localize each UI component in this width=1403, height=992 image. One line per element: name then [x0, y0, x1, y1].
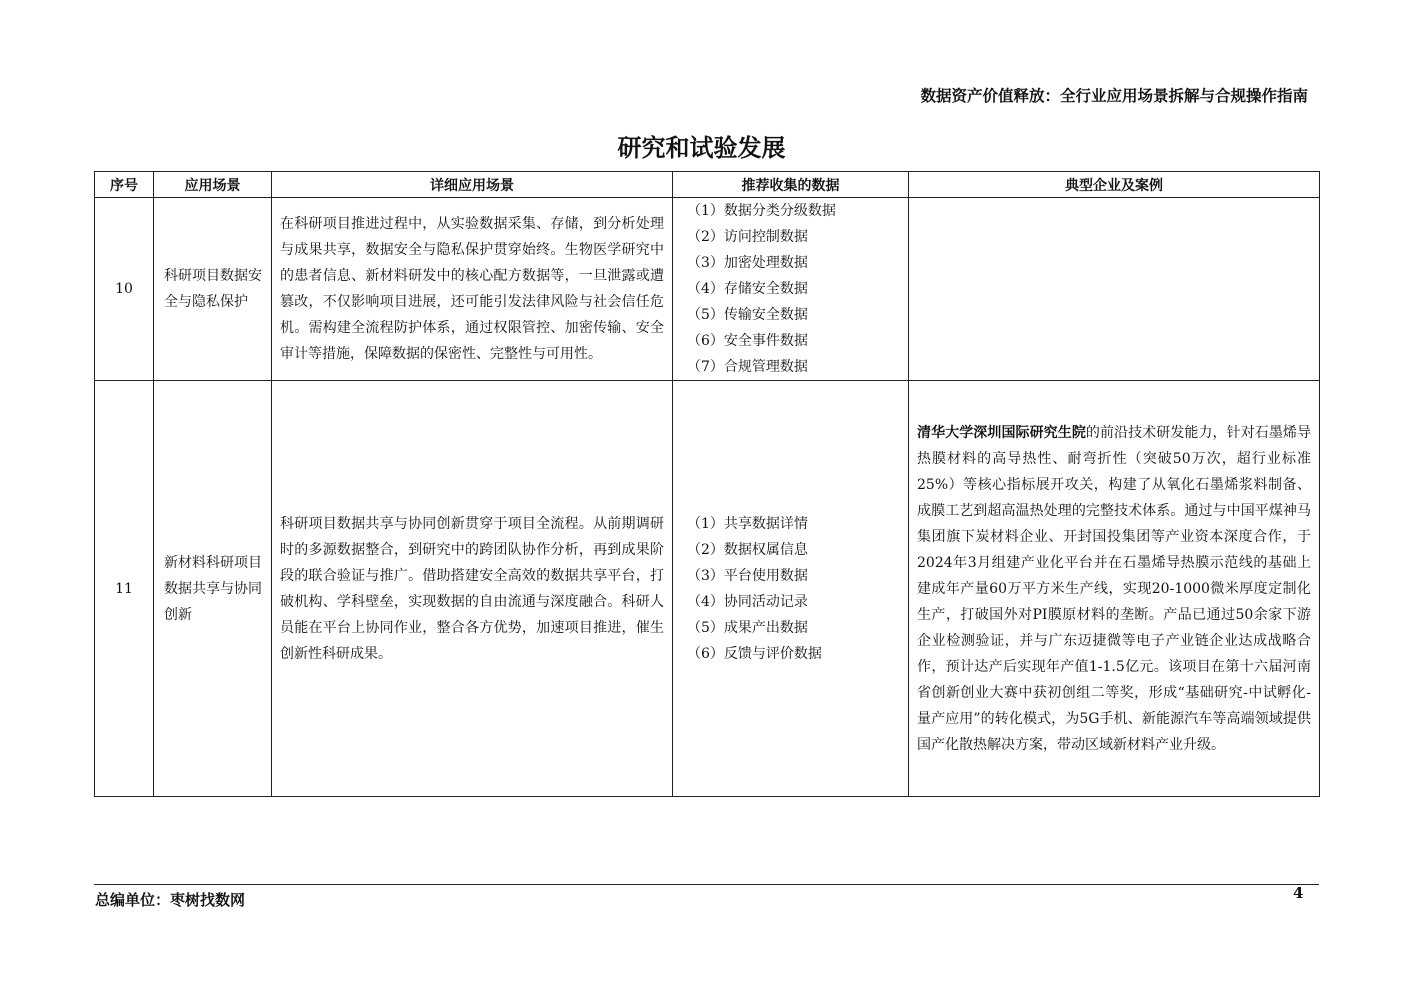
cell-seq: 11 [95, 381, 154, 797]
cell-case [909, 198, 1320, 381]
list-item: （6）反馈与评价数据 [687, 645, 822, 662]
footer-editor: 总编单位：枣树找数网 [95, 891, 246, 909]
list-item: （5）成果产出数据 [687, 619, 808, 636]
cell-data-list [673, 381, 909, 797]
page-number: 4 [1293, 884, 1304, 902]
col-header-seq: 序号 [95, 172, 154, 198]
list-item: （5）传输安全数据 [687, 307, 808, 323]
list-item: （1）数据分类分级数据 [687, 203, 836, 219]
col-header-detail: 详细应用场景 [272, 172, 673, 198]
list-item: （2）数据权属信息 [687, 541, 808, 558]
col-header-scene: 应用场景 [154, 172, 272, 198]
table-row [95, 381, 1320, 797]
list-item: （4）存储安全数据 [687, 281, 808, 297]
cell-seq: 10 [95, 198, 154, 381]
col-header-case: 典型企业及案例 [909, 172, 1320, 198]
table-row [95, 198, 1320, 381]
cell-scene: 新材料科研项目数据共享与协同创新 [154, 381, 272, 797]
section-title: 研究和试验发展 [617, 134, 786, 162]
cell-detail: 科研项目数据共享与协同创新贯穿于项目全流程。从前期调研时的多源数据整合，到研究中的跨团队协作分析，再到成果阶段的联合验证与推广。借助搭建安全高效的数据共享平台，打破机构、学科壁垒，实现数据的自由流通与深度融合。科研人员能在平台上协同作业，整合各方优势，加速项目推进，催生创新性科研成果。 [272, 381, 673, 797]
scenario-table [94, 171, 1320, 797]
list-item: （3）加密处理数据 [687, 255, 808, 271]
list-item: （6）安全事件数据 [687, 333, 808, 349]
table-header-row [95, 172, 1320, 198]
cell-case [909, 381, 1320, 797]
list-item: （7）合规管理数据 [687, 359, 808, 375]
footer-divider [94, 884, 1319, 885]
cell-scene: 科研项目数据安全与隐私保护 [154, 198, 272, 381]
case-description: 的前沿技术研发能力，针对石墨烯导热膜材料的高导热性、耐弯折性（突破50万次，超行业标准25%）等核心指标展开攻关，构建了从氧化石墨烯浆料制备、成膜工艺到超高温热处理的完整技术体系。通过与中国平煤神马集团旗下炭材料企业、开封国投集团等产业资本深度合作，于2024年3月组建产业化平台并在石墨烯导热膜示范线的基础上建成年产量60万平方米生产线，实现20-1000微米厚度定制化生产，打破国外对PI膜原材料的垄断。产品已通过50余家下游企业检测验证，并与广东迈捷微等电子产业链企业达成战略合作，预计达产后实现年产值1-1.5亿元。该项目在第十六届河南省创新创业大赛中获初创组二等奖，形成“基础研究-中试孵化-量产应用”的转化模式，为5G手机、新能源汽车等高端领域提供国产化散热解决方案，带动区域新材料产业升级。 [917, 424, 1312, 753]
list-item: （1）共享数据详情 [687, 515, 808, 532]
col-header-data: 推荐收集的数据 [673, 172, 909, 198]
list-item: （2）访问控制数据 [687, 229, 808, 245]
cell-data-list [673, 198, 909, 381]
list-item: （3）平台使用数据 [687, 567, 808, 584]
case-organization: 清华大学深圳国际研究生院 [917, 424, 1086, 441]
document-header-title: 数据资产价值释放：全行业应用场景拆解与合规操作指南 [920, 87, 1308, 105]
cell-detail: 在科研项目推进过程中，从实验数据采集、存储，到分析处理与成果共享，数据安全与隐私保护贯穿始终。生物医学研究中的患者信息、新材料研发中的核心配方数据等，一旦泄露或遭篡改，不仅影响项目进展，还可能引发法律风险与社会信任危机。需构建全流程防护体系，通过权限管控、加密传输、安全审计等措施，保障数据的保密性、完整性与可用性。 [272, 198, 673, 381]
list-item: （4）协同活动记录 [687, 593, 808, 610]
